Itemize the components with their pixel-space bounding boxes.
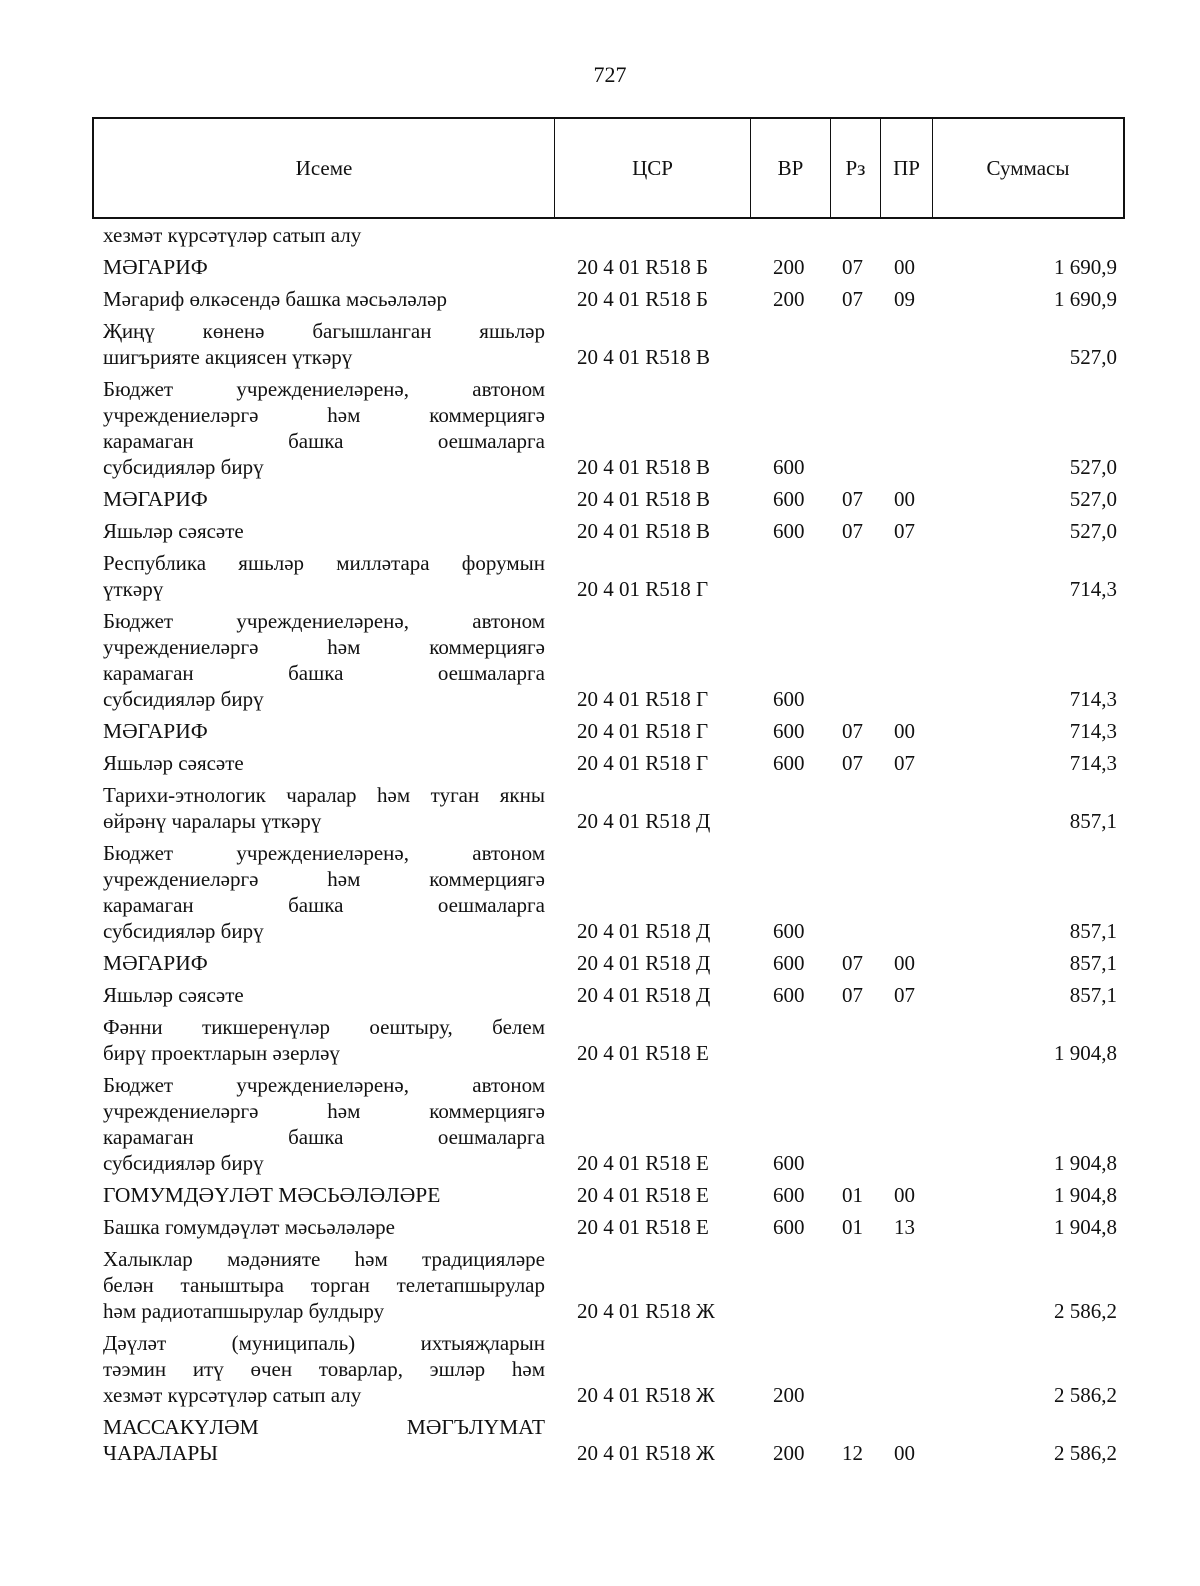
row-name-line: карамаган башка оешмаларга	[103, 1125, 545, 1149]
row-sum: 527,0	[1069, 519, 1117, 543]
row-name-line: Җиңү көненә багышланган яшьләр	[103, 319, 545, 343]
row-rz: 07	[842, 255, 863, 279]
row-sum: 1 690,9	[1054, 255, 1117, 279]
row-vr: 600	[773, 455, 805, 479]
row-name-line: тәэмин итү өчен товарлар, эшләр һәм	[103, 1357, 545, 1381]
row-rz: 07	[842, 719, 863, 743]
row-pr: 00	[894, 1183, 915, 1207]
row-name-line: Фәнни тикшеренүләр оештыру, белем	[103, 1015, 545, 1039]
row-csr: 20 4 01 R518 Д	[577, 809, 711, 833]
row-vr: 600	[773, 951, 805, 975]
table-row	[0, 318, 1200, 370]
row-name	[103, 950, 545, 976]
row-csr: 20 4 01 R518 Г	[577, 687, 709, 711]
table-row	[0, 982, 1200, 1008]
row-csr: 20 4 01 R518 Г	[577, 577, 709, 601]
row-vr: 600	[773, 919, 805, 943]
row-name-line: Яшьләр сәясәте	[103, 983, 244, 1007]
row-vr: 200	[773, 255, 805, 279]
table-row	[0, 1182, 1200, 1208]
row-name	[103, 376, 545, 480]
table-row	[0, 1214, 1200, 1240]
row-csr: 20 4 01 R518 Б	[577, 287, 709, 311]
row-vr: 200	[773, 1441, 805, 1465]
row-name-line: өйрәнү чаралары үткәрү	[103, 809, 322, 833]
row-rz: 12	[842, 1441, 863, 1465]
row-name	[103, 254, 545, 280]
row-rz: 07	[842, 487, 863, 511]
header-sum: Суммасы	[986, 155, 1070, 180]
row-name-line: шигърияте акциясен үткәрү	[103, 345, 353, 369]
row-pr: 00	[894, 487, 915, 511]
row-name	[103, 1014, 545, 1066]
row-vr: 600	[773, 751, 805, 775]
row-sum: 1 904,8	[1054, 1215, 1117, 1239]
table-header	[92, 117, 1125, 219]
row-name	[103, 782, 545, 834]
table-row	[0, 550, 1200, 602]
row-sum: 2 586,2	[1054, 1441, 1117, 1465]
table-row	[0, 222, 1200, 248]
table-row	[0, 950, 1200, 976]
row-csr: 20 4 01 R518 Г	[577, 719, 709, 743]
row-name-line: Мәгариф өлкәсендә башка мәсьәләләр	[103, 287, 447, 311]
row-name-line: субсидияләр бирү	[103, 455, 264, 479]
row-vr: 200	[773, 1383, 805, 1407]
row-name	[103, 718, 545, 744]
row-name	[103, 750, 545, 776]
row-name-line: учреждениеләргә һәм коммерциягә	[103, 867, 545, 891]
row-csr: 20 4 01 R518 Д	[577, 919, 711, 943]
row-sum: 857,1	[1069, 809, 1117, 833]
row-rz: 07	[842, 951, 863, 975]
row-vr: 600	[773, 687, 805, 711]
table-row	[0, 486, 1200, 512]
row-vr: 600	[773, 1215, 805, 1239]
row-name	[103, 608, 545, 712]
table-row	[0, 1330, 1200, 1408]
row-name-line: Башка гомумдәүләт мәсьәләләре	[103, 1215, 395, 1239]
row-sum: 527,0	[1069, 487, 1117, 511]
row-sum: 857,1	[1069, 919, 1117, 943]
row-name-line: карамаган башка оешмаларга	[103, 429, 545, 453]
row-pr: 00	[894, 719, 915, 743]
table-row	[0, 840, 1200, 944]
row-name-line: хезмәт күрсәтүләр сатып алу	[103, 223, 362, 247]
table-row	[0, 254, 1200, 280]
row-csr: 20 4 01 R518 Ж	[577, 1299, 715, 1323]
row-pr: 00	[894, 255, 915, 279]
row-name	[103, 486, 545, 512]
row-name-line: үткәрү	[103, 577, 164, 601]
table-row	[0, 518, 1200, 544]
row-sum: 1 690,9	[1054, 287, 1117, 311]
row-csr: 20 4 01 R518 Е	[577, 1151, 709, 1175]
row-sum: 857,1	[1069, 951, 1117, 975]
row-name-line: учреждениеләргә һәм коммерциягә	[103, 1099, 545, 1123]
row-csr: 20 4 01 R518 Е	[577, 1183, 709, 1207]
row-name-line: белән таныштыра торган телетапшырулар	[103, 1273, 545, 1297]
row-csr: 20 4 01 R518 В	[577, 519, 711, 543]
row-rz: 01	[842, 1215, 863, 1239]
table-row	[0, 718, 1200, 744]
table-row	[0, 608, 1200, 712]
row-sum: 714,3	[1069, 751, 1117, 775]
row-name	[103, 1414, 545, 1466]
row-pr: 00	[894, 1441, 915, 1465]
header-pr: ПР	[881, 119, 933, 217]
table-row	[0, 1014, 1200, 1066]
row-csr: 20 4 01 R518 В	[577, 487, 711, 511]
row-name-line: Тарихи-этнологик чаралар һәм туган якны	[103, 783, 545, 807]
header-rz: Рз	[831, 119, 881, 217]
row-name-line: МАССАКҮЛӘМ МӘГЪЛҮМАТ	[103, 1415, 545, 1439]
row-sum: 527,0	[1069, 455, 1117, 479]
row-name-line: субсидияләр бирү	[103, 687, 264, 711]
row-pr: 00	[894, 951, 915, 975]
table-row	[0, 376, 1200, 480]
row-csr: 20 4 01 R518 Б	[577, 255, 709, 279]
header-name: Исеме	[94, 119, 555, 217]
row-rz: 01	[842, 1183, 863, 1207]
row-pr: 07	[894, 519, 915, 543]
row-name-line: Бюджет учреждениеләренә, автоном	[103, 1073, 545, 1097]
row-name-line: субсидияләр бирү	[103, 919, 264, 943]
row-name	[103, 518, 545, 544]
row-sum: 714,3	[1069, 687, 1117, 711]
row-sum: 2 586,2	[1054, 1299, 1117, 1323]
row-name-line: Бюджет учреждениеләренә, автоном	[103, 609, 545, 633]
row-pr: 07	[894, 751, 915, 775]
row-vr: 600	[773, 719, 805, 743]
row-pr: 13	[894, 1215, 915, 1239]
table-body	[0, 222, 1200, 1472]
row-sum: 714,3	[1069, 577, 1117, 601]
row-name-line: субсидияләр бирү	[103, 1151, 264, 1175]
row-sum: 857,1	[1069, 983, 1117, 1007]
header-vr: ВР	[751, 119, 831, 217]
row-sum: 1 904,8	[1054, 1183, 1117, 1207]
row-name	[103, 1246, 545, 1324]
row-vr: 600	[773, 1183, 805, 1207]
row-pr: 07	[894, 983, 915, 1007]
row-name-line: хезмәт күрсәтүләр сатып алу	[103, 1383, 362, 1407]
row-csr: 20 4 01 R518 Ж	[577, 1383, 715, 1407]
row-name	[103, 1182, 545, 1208]
row-name-line: бирү проектларын әзерләү	[103, 1041, 340, 1065]
row-vr: 600	[773, 983, 805, 1007]
row-name-line: МӘГАРИФ	[103, 487, 208, 511]
row-name-line: МӘГАРИФ	[103, 719, 208, 743]
row-name-line: Дәүләт (муниципаль) ихтыяҗларын	[103, 1331, 545, 1355]
row-name-line: Яшьләр сәясәте	[103, 519, 244, 543]
row-name	[103, 1214, 545, 1240]
row-csr: 20 4 01 R518 Е	[577, 1041, 709, 1065]
row-sum: 1 904,8	[1054, 1151, 1117, 1175]
row-name-line: Бюджет учреждениеләренә, автоном	[103, 377, 545, 401]
row-vr: 600	[773, 487, 805, 511]
row-name-line: Бюджет учреждениеләренә, автоном	[103, 841, 545, 865]
row-sum: 714,3	[1069, 719, 1117, 743]
row-csr: 20 4 01 R518 Д	[577, 983, 711, 1007]
row-csr: 20 4 01 R518 Ж	[577, 1441, 715, 1465]
row-csr: 20 4 01 R518 Е	[577, 1215, 709, 1239]
header-csr: ЦСР	[555, 119, 751, 217]
row-rz: 07	[842, 751, 863, 775]
page-number: 727	[593, 62, 627, 87]
table-row	[0, 1414, 1200, 1466]
row-name	[103, 982, 545, 1008]
row-csr: 20 4 01 R518 Г	[577, 751, 709, 775]
row-name	[103, 286, 545, 312]
row-name	[103, 1330, 545, 1408]
table-row	[0, 1072, 1200, 1176]
table-row	[0, 750, 1200, 776]
row-name-line: ГОМУМДӘҮЛӘТ МӘСЬӘЛӘЛӘРЕ	[103, 1183, 441, 1207]
table-row	[0, 286, 1200, 312]
row-name	[103, 1072, 545, 1176]
row-vr: 600	[773, 1151, 805, 1175]
row-name-line: Яшьләр сәясәте	[103, 751, 244, 775]
row-csr: 20 4 01 R518 Д	[577, 951, 711, 975]
row-vr: 600	[773, 519, 805, 543]
row-sum: 2 586,2	[1054, 1383, 1117, 1407]
row-name-line: учреждениеләргә һәм коммерциягә	[103, 403, 545, 427]
row-name	[103, 222, 545, 248]
row-rz: 07	[842, 519, 863, 543]
row-rz: 07	[842, 287, 863, 311]
row-name-line: МӘГАРИФ	[103, 255, 208, 279]
row-name	[103, 318, 545, 370]
row-csr: 20 4 01 R518 В	[577, 455, 711, 479]
table-row	[0, 782, 1200, 834]
row-vr: 200	[773, 287, 805, 311]
table-row	[0, 1246, 1200, 1324]
row-name-line: һәм радиотапшырулар булдыру	[103, 1299, 385, 1323]
row-csr: 20 4 01 R518 В	[577, 345, 711, 369]
row-name-line: ЧАРАЛАРЫ	[103, 1441, 219, 1465]
row-sum: 1 904,8	[1054, 1041, 1117, 1065]
row-name-line: Халыклар мәдәнияте һәм традицияләре	[103, 1247, 545, 1271]
row-rz: 07	[842, 983, 863, 1007]
row-name-line: МӘГАРИФ	[103, 951, 208, 975]
row-name-line: карамаган башка оешмаларга	[103, 893, 545, 917]
row-name	[103, 550, 545, 602]
row-name-line: учреждениеләргә һәм коммерциягә	[103, 635, 545, 659]
row-name-line: Республика яшьләр милләтара форумын	[103, 551, 545, 575]
row-sum: 527,0	[1069, 345, 1117, 369]
row-pr: 09	[894, 287, 915, 311]
row-name	[103, 840, 545, 944]
row-name-line: карамаган башка оешмаларга	[103, 661, 545, 685]
